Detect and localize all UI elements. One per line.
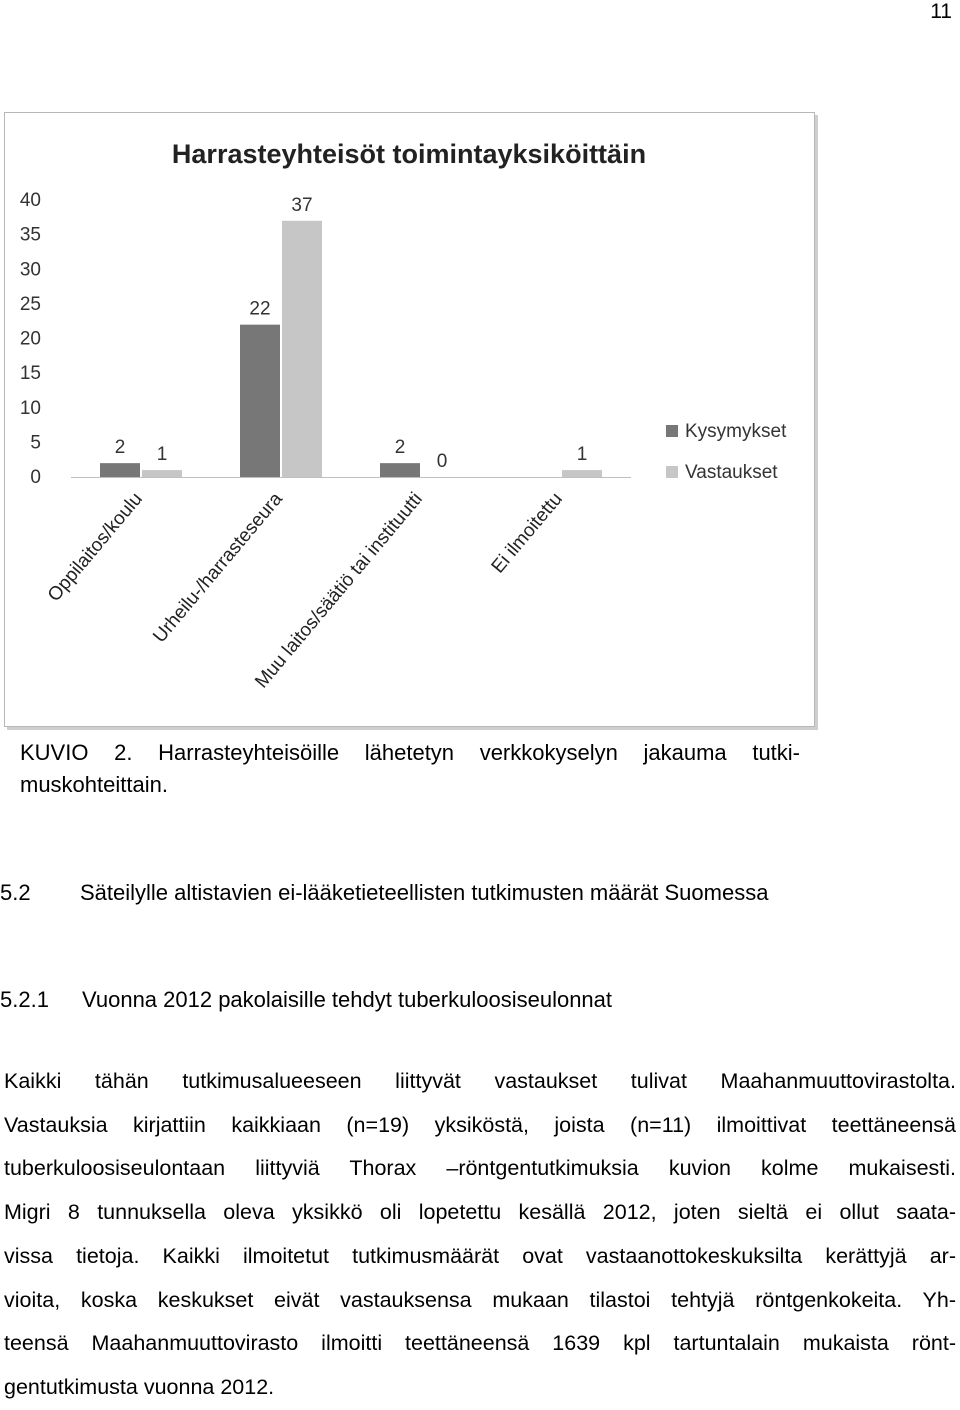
legend-label: Vastaukset: [685, 462, 778, 483]
bar-data-label: 1: [156, 444, 168, 466]
bar: [282, 221, 322, 477]
bar-data-label: 22: [249, 298, 271, 320]
legend-swatch: [666, 466, 678, 478]
caption-line-1: KUVIO 2. Harrasteyhteisöille lähetetyn verkkokyselyn jakauma tutki-: [20, 740, 800, 765]
x-category-label: Ei ilmoitettu: [487, 488, 567, 578]
body-paragraph: [4, 1060, 956, 1410]
bar: [240, 325, 280, 477]
x-category-label: Oppilaitos/koulu: [43, 488, 147, 606]
chart-title: Harrasteyhteisöt toimintayksiköittäin: [171, 139, 647, 169]
subsection-title: Vuonna 2012 pakolaisille tehdyt tuberkuloosiseulonnat: [82, 987, 613, 1012]
caption-line-2: muskohteittain.: [20, 772, 168, 797]
bar-chart: [5, 113, 814, 726]
subsection-heading: [0, 987, 612, 1013]
bar-data-label: 1: [576, 444, 588, 466]
bar: [562, 470, 602, 477]
body-line: vioita, koska keskukset eivät vastauksensa mukaan tilastoi tehtyjä röntgenkokeita. Yh-: [4, 1287, 956, 1312]
section-heading: [0, 880, 768, 906]
subsection-number: 5.2.1: [0, 987, 49, 1012]
bar-data-label: 37: [291, 194, 313, 216]
body-line: Kaikki tähän tutkimusalueeseen liittyvät vastaukset tulivat Maahanmuuttovirastolta.: [4, 1069, 956, 1093]
figure-caption: [20, 737, 800, 801]
y-tick-label: 20: [19, 328, 41, 350]
body-line: Migri 8 tunnuksella oleva yksikkö oli lopetettu kesällä 2012, joten sieltä ei ollut saata-: [4, 1200, 956, 1225]
y-tick-label: 35: [19, 224, 41, 246]
bar: [380, 463, 420, 477]
body-line: vissa tietoja. Kaikki ilmoitetut tutkimusmäärät ovat vastaanottokeskuksilta kerättyjä ar-: [4, 1243, 956, 1268]
bar-data-label: 2: [114, 437, 126, 459]
body-line: Vastauksia kirjattiin kaikkiaan (n=19) yksiköstä, joista (n=11) ilmoittivat teettäneensä: [4, 1112, 956, 1137]
section-number: 5.2: [0, 880, 31, 905]
bar: [100, 463, 140, 477]
section-title: Säteilylle altistavien ei-lääketieteellisten tutkimusten määrät Suomessa: [80, 880, 769, 905]
legend-swatch: [666, 425, 678, 437]
y-tick-label: 10: [19, 397, 41, 419]
y-tick-label: 25: [19, 293, 41, 315]
bar-data-label: 0: [436, 451, 448, 472]
y-tick-label: 40: [19, 190, 41, 211]
body-line: tuberkuloosiseulontaan liittyviä Thorax –röntgentutkimuksia kuvion kolme mukaisesti.: [4, 1156, 956, 1181]
y-tick-label: 5: [30, 432, 41, 454]
y-tick-label: 0: [30, 467, 41, 488]
chart-figure: [4, 112, 815, 727]
bar: [142, 470, 182, 477]
y-tick-label: 30: [19, 259, 41, 281]
page-number: 11: [930, 0, 952, 23]
y-tick-label: 15: [19, 363, 41, 385]
x-category-label: Muu laitos/säätiö tai instituutti: [251, 488, 427, 693]
body-line: gentutkimusta vuonna 2012.: [4, 1374, 275, 1399]
legend-label: Kysymykset: [685, 421, 787, 442]
bar-data-label: 2: [394, 437, 406, 459]
x-category-label: Urheilu-/harrasteseura: [149, 488, 287, 648]
body-line: teensä Maahanmuuttovirasto ilmoitti teettäneensä 1639 kpl tartuntalain mukaista rönt-: [4, 1331, 956, 1356]
